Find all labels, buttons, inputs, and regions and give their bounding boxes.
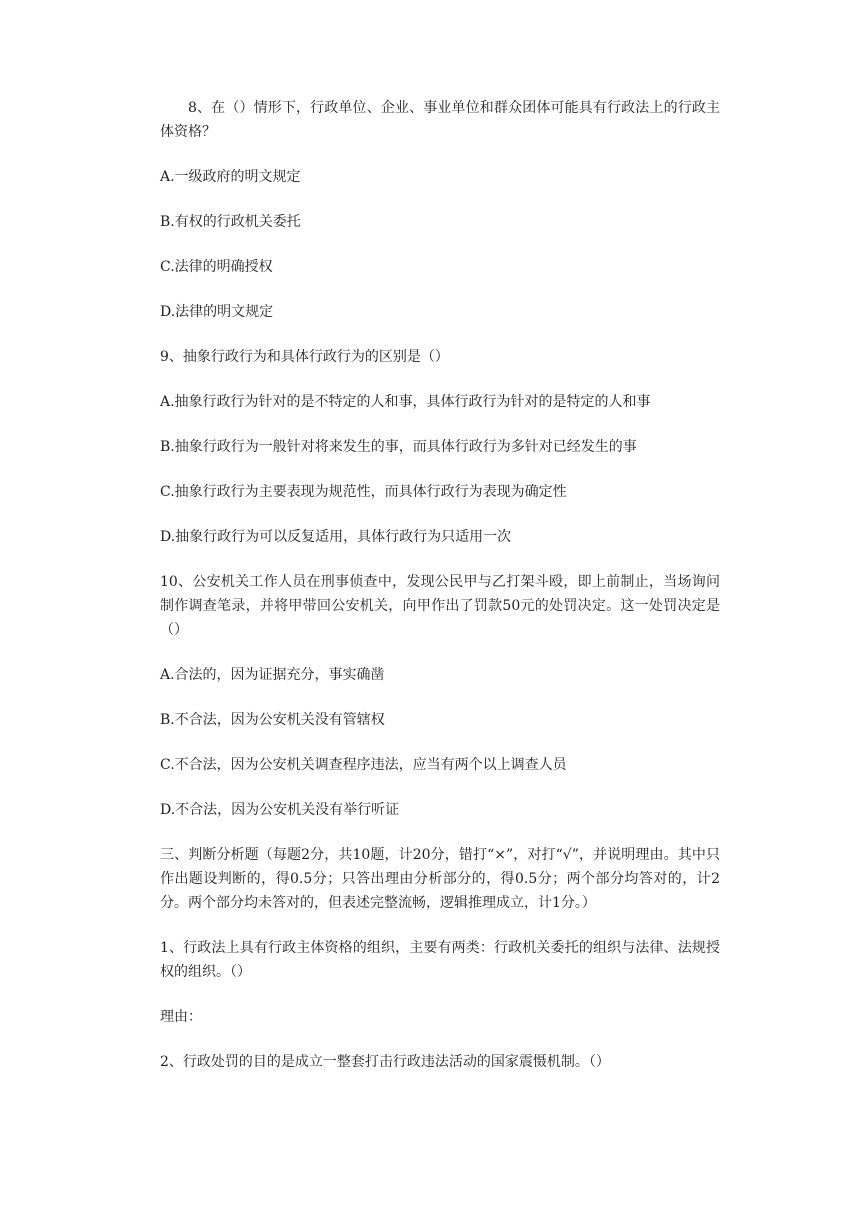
judgment-question-1: 1、行政法上具有行政主体资格的组织，主要有两类：行政机关委托的组织与法律、法规授权的组织。（） (160, 940, 720, 980)
document-body (160, 96, 720, 1095)
question-10-option-a: A.合法的，因为证据充分，事实确凿 (160, 667, 385, 683)
section-heading-judgment-analysis: 三、判断分析题（每题2分，共10题，计20分，错打“×”，对打“√”，并说明理由。其中只作出题设判断的，得0.5分；只答出理由分析部分的，得0.5分；两个部分均答对的，计2分。两个部分均未答对的，但表述完整流畅，逻辑推理成立，计1分。） (160, 847, 720, 911)
judgment-question-2: 2、行政处罚的目的是成立一整套打击行政违法活动的国家震慑机制。（） (160, 1054, 610, 1070)
question-9-option-c: C.抽象行政行为主要表现为规范性，而具体行政行为表现为确定性 (160, 484, 567, 500)
question-8-option-d: D.法律的明文规定 (160, 304, 274, 320)
question-9-option-b: B.抽象行政行为一般针对将来发生的事，而具体行政行为多针对已经发生的事 (160, 439, 637, 455)
question-8-option-c: C.法律的明确授权 (160, 259, 273, 275)
question-10: 10、公安机关工作人员在刑事侦查中，发现公民甲与乙打架斗殴，即上前制止，当场询问制作调查笔录，并将甲带回公安机关，向甲作出了罚款50元的处罚决定。这一处罚决定是（） (160, 574, 720, 638)
question-9-option-a: A.抽象行政行为针对的是不特定的人和事，具体行政行为针对的是特定的人和事 (160, 394, 651, 410)
question-8: 8、在（）情形下，行政单位、企业、事业单位和群众团体可能具有行政法上的行政主体资格？ (160, 100, 720, 140)
reason-label: 理由： (160, 1009, 202, 1025)
question-8-option-a: A.一级政府的明文规定 (160, 169, 301, 185)
question-9: 9、抽象行政行为和具体行政行为的区别是（） (160, 349, 449, 365)
question-10-option-d: D.不合法，因为公安机关没有举行听证 (160, 802, 400, 818)
question-8-option-b: B.有权的行政机关委托 (160, 214, 301, 230)
question-10-option-c: C.不合法，因为公安机关调查程序违法，应当有两个以上调查人员 (160, 757, 567, 773)
question-9-option-d: D.抽象行政行为可以反复适用，具体行政行为只适用一次 (160, 529, 512, 545)
question-10-option-b: B.不合法，因为公安机关没有管辖权 (160, 712, 385, 728)
